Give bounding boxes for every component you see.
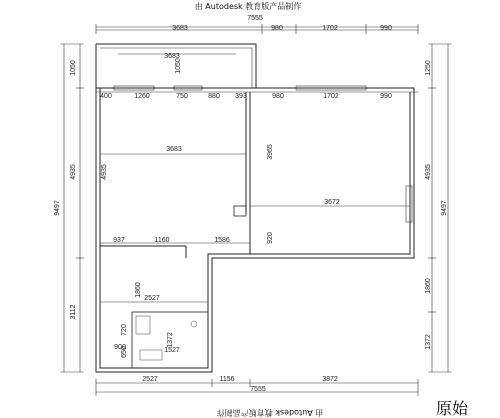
dim-r2-5: 980: [272, 93, 284, 100]
dim-r2-3: 880: [208, 93, 220, 100]
dim-r2-2: 750: [176, 93, 188, 100]
dim-right-1: 4935: [425, 164, 432, 180]
dim-r2-6: 1702: [323, 93, 339, 100]
dim-r2-4: 393: [235, 93, 247, 100]
dim-left-1: 4935: [70, 164, 77, 180]
dim-left-2: 9497: [54, 200, 61, 216]
dim-bath-650: 650: [121, 346, 128, 358]
dim-balcony-width: 3683: [164, 53, 180, 60]
corner-title: 原始: [436, 399, 469, 418]
interior-dimensions: [100, 144, 410, 358]
dim-top-row1-0: 3683: [172, 25, 188, 32]
dim-living-width: 3683: [166, 146, 182, 153]
autodesk-watermark-top: 由 Autodesk 教育版产品制作: [194, 2, 302, 11]
left-dimension-chains: [54, 44, 84, 372]
autodesk-watermark-bottom: 由 Autodesk 教育版产品制作: [216, 408, 324, 417]
balcony: [96, 44, 256, 88]
dim-bottom-2: 3872: [322, 376, 338, 383]
dim-left-0: 1050: [70, 60, 77, 76]
dim-living-height: 4935: [101, 164, 108, 180]
dim-left-3: 3112: [70, 304, 77, 320]
bottom-dimension-chains: [96, 376, 418, 396]
dim-bottom-0: 2527: [142, 376, 158, 383]
dim-mid-2: 1586: [214, 237, 230, 244]
dim-top-total: 7555: [247, 15, 263, 22]
dim-bath-900: 900: [114, 344, 126, 351]
dim-r2-7: 990: [380, 93, 392, 100]
dim-top-row1-3: 990: [380, 25, 392, 32]
dim-door-920: 920: [267, 232, 274, 244]
dim-top-row1-1: 980: [271, 25, 283, 32]
dim-bedroom-depth: 3965: [267, 144, 274, 160]
dim-mid-1: 1160: [154, 237, 170, 244]
dim-bottom-total: 7555: [250, 386, 266, 393]
dim-right-0: 1250: [425, 60, 432, 76]
dim-r2-1: 1260: [134, 93, 150, 100]
dim-bedroom-width: 3672: [324, 199, 340, 206]
dim-right-4: 1372: [425, 334, 432, 350]
dim-right-3: 1860: [425, 278, 432, 294]
dim-top-row1-2: 1702: [322, 25, 338, 32]
dim-bath-1527: 1527: [164, 347, 180, 354]
dim-bottom-1: 1156: [219, 376, 235, 383]
top-dimension-chains: [96, 15, 418, 34]
dim-right-2: 9497: [441, 200, 448, 216]
dim-lower-width: 2527: [144, 295, 160, 302]
dim-r2-0: 400: [100, 93, 112, 100]
dim-balcony-depth: 1050: [175, 58, 182, 74]
dim-bath-720: 720: [121, 324, 128, 336]
dim-bath-1372: 1372: [167, 332, 174, 348]
dim-mid-0: 937: [113, 237, 125, 244]
dim-lower-1860: 1860: [135, 282, 142, 298]
right-dimension-chains: [425, 44, 452, 372]
